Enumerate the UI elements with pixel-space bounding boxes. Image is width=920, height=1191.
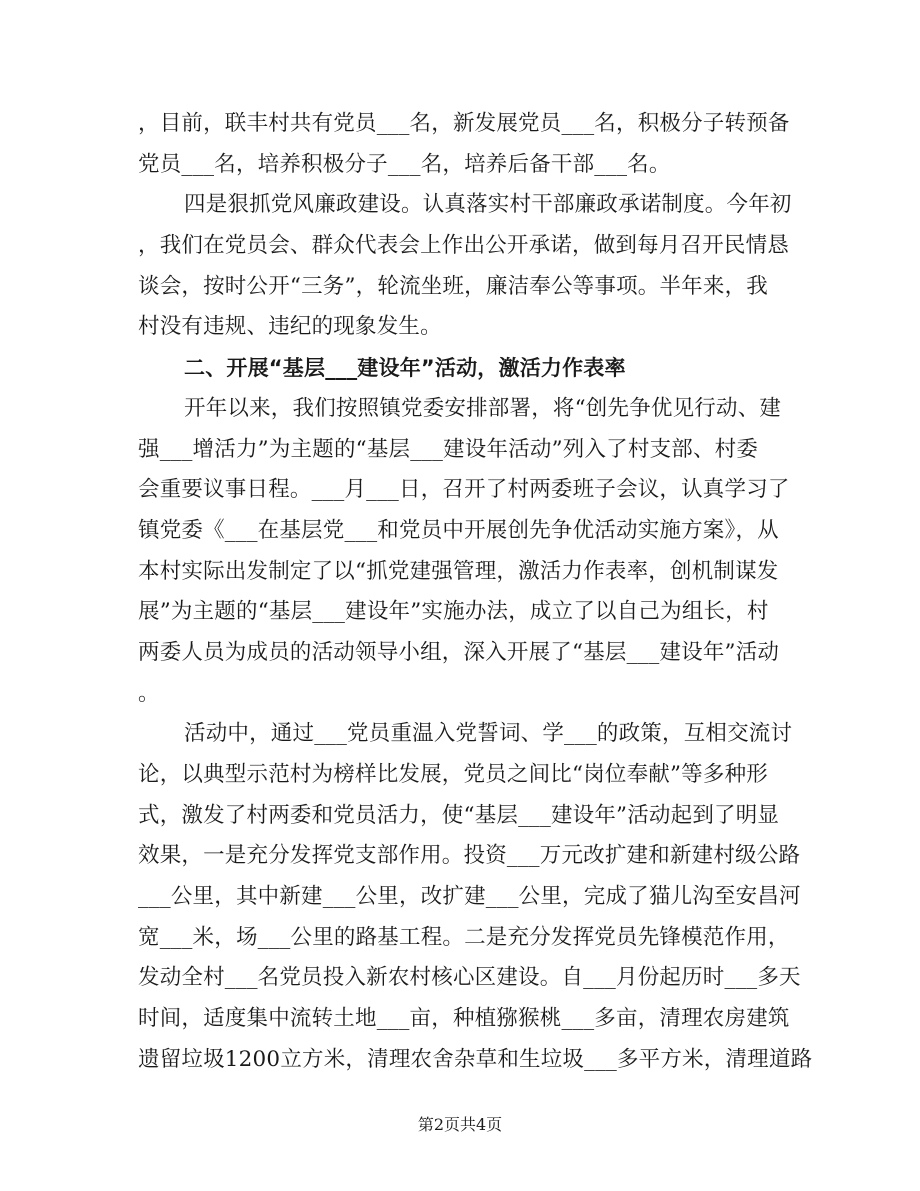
text-line: 发动全村___名党员投入新农村核心区建设。自___月份起历时___多天 (138, 965, 801, 991)
text-line: 。 (138, 680, 160, 706)
text-line: 展”为主题的“基层___建设年”实施办法，成立了以自己为组长，村 (138, 599, 769, 625)
text-line: 论，以典型示范村为榜样比发展，党员之间比“岗位奉献”等多种形 (138, 762, 768, 787)
text-line: 效果，一是充分发挥党支部作用。投资___万元改扩建和新建村级公路 (138, 843, 801, 869)
section-heading: 二、开展“基层___建设年”活动，激活力作表率 (184, 356, 626, 381)
text-line: ，目前，联丰村共有党员___名，新发展党员___名，积极分子转预备 (138, 111, 790, 136)
text-line: 强___增活力”为主题的“基层___建设年活动”列入了村支部、村委 (138, 436, 759, 462)
document-body (138, 104, 813, 1081)
text-line: 镇党委《___在基层党___和党员中开展创先争优活动实施方案》，从 (138, 517, 779, 543)
text-line: 村没有违规、违纪的现象发生。 (138, 314, 442, 340)
text-line: 时间，适度集中流转土地___亩，种植猕猴桃___多亩，清理农房建筑 (138, 1006, 790, 1032)
paragraph-start-line: 活动中，通过___党员重温入党誓词、学___的政策，互相交流讨 (184, 721, 793, 747)
text-line: 遗留垃圾1200立方米，清理农舍杂草和生垃圾___多平方米，清理道路 (138, 1046, 813, 1072)
text-line: 党员___名，培养积极分子___名，培养后备干部___名。 (138, 151, 671, 177)
text-line: 式，激发了村两委和党员活力，使“基层___建设年”活动起到了明显 (138, 802, 780, 828)
text-line: ___公里，其中新建___公里，改扩建___公里，完成了猫儿沟至安昌河 (138, 884, 801, 910)
page-number-footer: 第2页共4页 (417, 1115, 503, 1134)
text-line: 会重要议事日程。___月___日，召开了村两委班子会议，认真学习了 (138, 477, 790, 503)
paragraph-start-line: 开年以来，我们按照镇党委安排部署，将“创先争优见行动、建 (184, 395, 782, 421)
text-line: 两委人员为成员的活动领导小组，深入开展了“基层___建设年”活动 (138, 639, 780, 665)
paragraph-start-line: 四是狠抓党风廉政建设。认真落实村干部廉政承诺制度。今年初 (184, 192, 792, 218)
text-line: 宽___米，场___公里的路基工程。二是充分发挥党员先锋模范作用， (138, 924, 790, 950)
text-line: 谈会，按时公开“三务”，轮流坐班，廉洁奉公等事项。半年来，我 (138, 273, 768, 299)
text-line: ，我们在党员会、群众代表会上作出公开承诺，做到每月召开民情恳 (138, 233, 790, 259)
text-line: 本村实际出发制定了以“抓党建强管理，激活力作表率，创机制谋发 (138, 558, 779, 584)
